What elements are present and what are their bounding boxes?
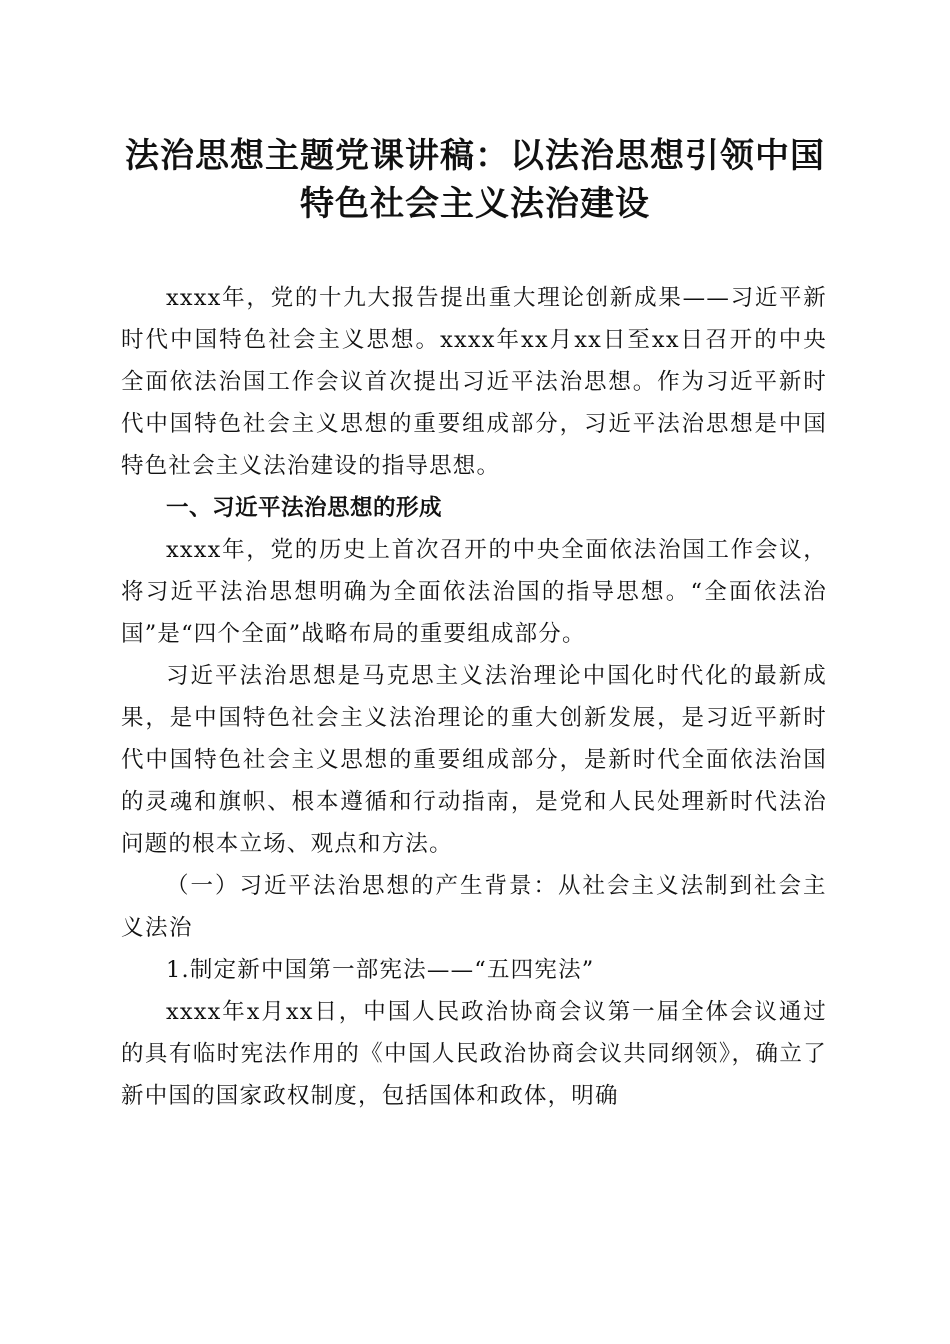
- title-line-2: 特色社会主义法治建设: [300, 184, 650, 224]
- intro-paragraph: xxxx年，党的十九大报告提出重大理论创新成果——习近平新时代中国特色社会主义思想。xxxx年xx月xx日至xx日召开的中央全面依法治国工作会议首次提出习近平法治思想。作为习近平新时代中国特色社会主义思想的重要组成部分，习近平法治思想是中国特色社会主义法治建设的指导思想。: [121, 285, 827, 479]
- body-paragraph: 习近平法治思想是马克思主义法治理论中国化时代化的最新成果，是中国特色社会主义法治理论的重大创新发展，是习近平新时代中国特色社会主义思想的重要组成部分，是新时代全面依法治国的灵魂和旗帜、根本遵循和行动指南，是党和人民处理新时代法治问题的根本立场、观点和方法。: [121, 663, 827, 857]
- document-body: [121, 277, 827, 1117]
- section-heading-1: 一、习近平法治思想的形成: [166, 495, 443, 521]
- title-line-1: 法治思想主题党课讲稿：以法治思想引领中国: [125, 136, 825, 176]
- numbered-heading: 1.制定新中国第一部宪法——“五四宪法”: [166, 957, 595, 983]
- body-paragraph: xxxx年，党的历史上首次召开的中央全面依法治国工作会议，将习近平法治思想明确为全面依法治国的指导思想。“全面依法治国”是“四个全面”战略布局的重要组成部分。: [121, 537, 827, 647]
- document-title: [100, 132, 850, 228]
- body-paragraph: xxxx年x月xx日，中国人民政治协商会议第一届全体会议通过的具有临时宪法作用的《中国人民政治协商会议共同纲领》，确立了新中国的国家政权制度，包括国体和政体，明确: [121, 999, 827, 1109]
- subsection-heading: （一）习近平法治思想的产生背景：从社会主义法制到社会主义法治: [121, 873, 827, 941]
